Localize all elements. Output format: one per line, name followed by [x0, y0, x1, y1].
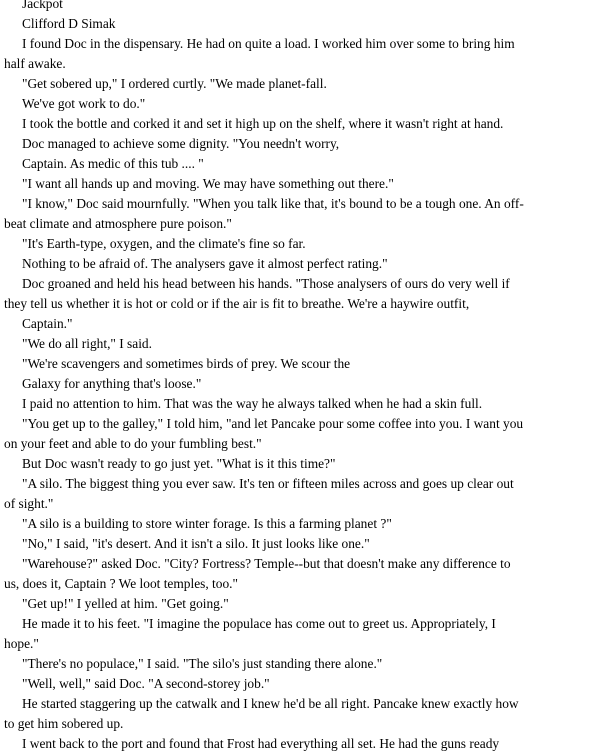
text-line: "Warehouse?" asked Doc. "City? Fortress? Temple--but that doesn't make any difference to	[22, 556, 511, 571]
text-line: Doc groaned and held his head between his hands. "Those analysers of ours do very well if	[22, 276, 510, 291]
text-line: He started staggering up the catwalk and I knew he'd be all right. Pancake knew exactly how	[22, 696, 519, 711]
story-author: Clifford D Simak	[22, 16, 116, 31]
text-line: hope."	[4, 636, 39, 651]
text-line: beat climate and atmosphere pure poison."	[4, 216, 232, 231]
text-line: "Get sobered up," I ordered curtly. "We made planet-fall.	[22, 76, 327, 91]
text-line: "We do all right," I said.	[22, 336, 152, 351]
text-line: Galaxy for anything that's loose."	[22, 376, 202, 391]
text-line: Doc managed to achieve some dignity. "You needn't worry,	[22, 136, 340, 151]
text-line: We've got work to do."	[22, 96, 146, 111]
text-line: they tell us whether it is hot or cold or if the air is fit to breathe. We're a haywire outfit,	[4, 296, 470, 311]
text-line: I took the bottle and corked it and set it high up on the shelf, where it wasn't right at hand.	[22, 116, 504, 131]
text-line: "I know," Doc said mournfully. "When you talk like that, it's bound to be a tough one. An off-	[22, 196, 524, 211]
text-line: "Well, well," said Doc. "A second-storey job."	[22, 676, 270, 691]
text-line: Nothing to be afraid of. The analysers gave it almost perfect rating."	[22, 256, 388, 271]
text-line: "There's no populace," I said. "The silo's just standing there alone."	[22, 656, 383, 671]
text-line: I went back to the port and found that Frost had everything all set. He had the guns ready	[22, 736, 500, 751]
text-line: of sight."	[4, 496, 54, 511]
text-line: us, does it, Captain ? We loot temples, too."	[4, 576, 238, 591]
text-line: He made it to his feet. "I imagine the populace has come out to greet us. Appropriately, I	[22, 616, 496, 631]
text-line: to get him sobered up.	[4, 716, 124, 731]
story-title: Jackpot	[22, 0, 63, 11]
text-line: "I want all hands up and moving. We may have something out there."	[22, 176, 394, 191]
text-line: Captain."	[22, 316, 73, 331]
text-line: "It's Earth-type, oxygen, and the climate's fine so far.	[22, 236, 306, 251]
story-body	[0, 34, 590, 754]
text-line: half awake.	[4, 56, 66, 71]
text-line: "Get up!" I yelled at him. "Get going."	[22, 596, 229, 611]
text-line: "No," I said, "it's desert. And it isn't a silo. It just looks like one."	[22, 536, 370, 551]
text-line: Captain. As medic of this tub .... "	[22, 156, 204, 171]
text-line: I paid no attention to him. That was the way he always talked when he had a skin full.	[22, 396, 483, 411]
text-line: "A silo is a building to store winter forage. Is this a farming planet ?"	[22, 516, 392, 531]
text-line: But Doc wasn't ready to go just yet. "What is it this time?"	[22, 456, 336, 471]
text-line: "We're scavengers and sometimes birds of prey. We scour the	[22, 356, 351, 371]
text-line: "You get up to the galley," I told him, "and let Pancake pour some coffee into you. I want you	[22, 416, 524, 431]
text-line: on your feet and able to do your fumbling best."	[4, 436, 262, 451]
text-line: "A silo. The biggest thing you ever saw. It's ten or fifteen miles across and goes up clear out	[22, 476, 514, 491]
text-line: I found Doc in the dispensary. He had on quite a load. I worked him over some to bring him	[22, 36, 515, 51]
